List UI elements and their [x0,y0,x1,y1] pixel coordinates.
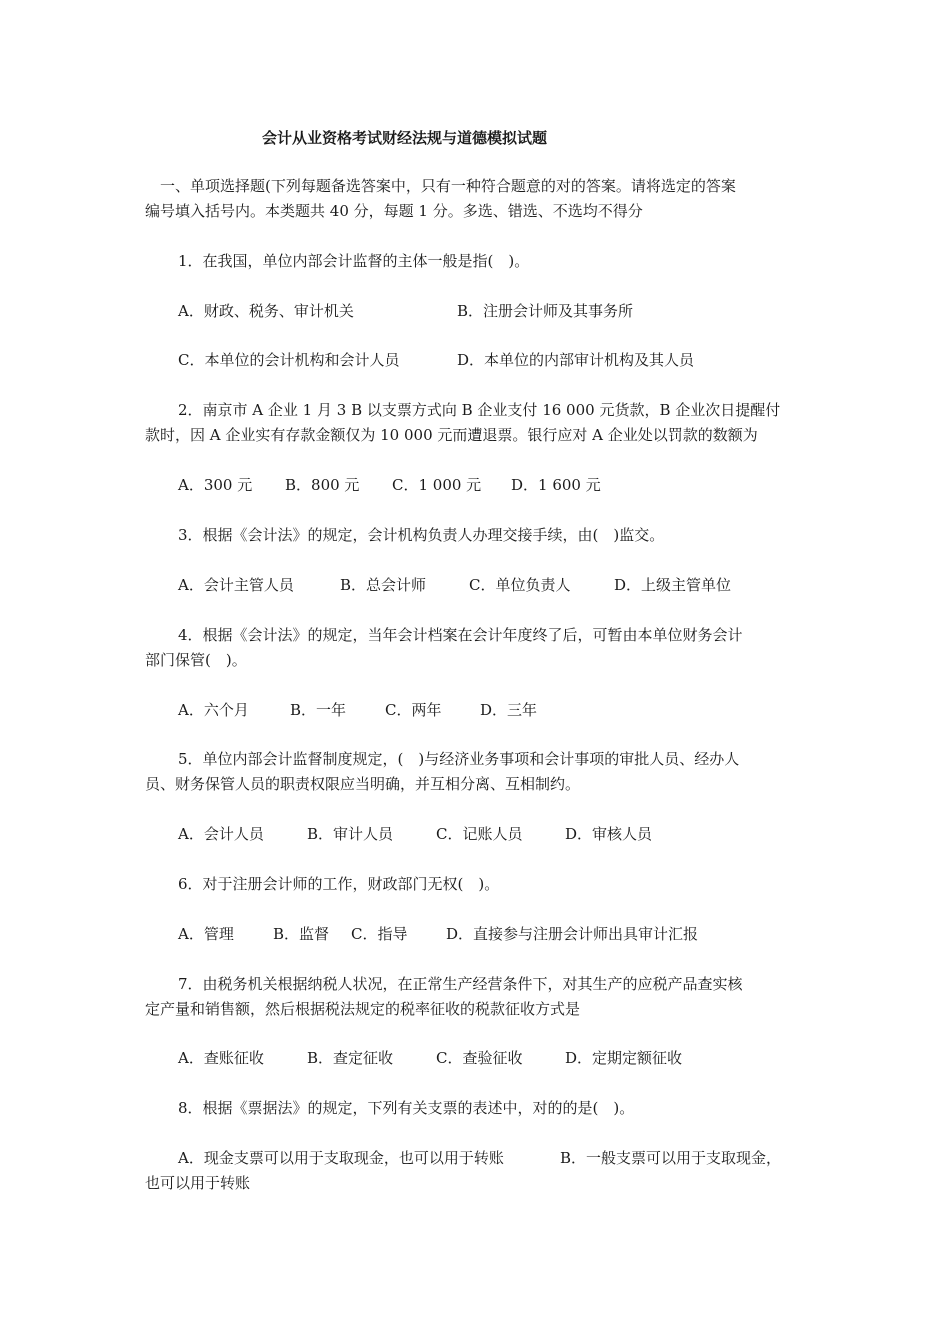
question-2-option-a: A．300 元 [178,476,253,494]
question-1-option-d: D．本单位的内部审计机构及其人员 [457,351,695,369]
question-3-option-c: C．单位负责人 [469,576,571,594]
question-2-text-line-2: 款时，因 A 企业实有存款金额仅为 10 000 元而遭退票。银行应对 A 企业处以罚款的数额为 [145,426,758,444]
question-1-text: 1．在我国，单位内部会计监督的主体一般是指( )。 [178,252,530,270]
question-7-option-a: A．查账征收 [178,1049,264,1067]
question-1-option-a: A．财政、税务、审计机关 [178,302,354,320]
question-7-option-b: B．查定征收 [307,1049,394,1067]
question-8-option-b-continued: 也可以用于转账 [145,1174,251,1192]
question-3-option-b: B．总会计师 [340,576,427,594]
question-5-option-d: D．审核人员 [565,825,653,843]
question-3-option-a: A．会计主管人员 [178,576,294,594]
question-3-text: 3．根据《会计法》的规定，会计机构负责人办理交接手续，由( )监交。 [178,526,665,544]
question-4-option-a: A．六个月 [178,701,249,719]
question-7-text-line-1: 7．由税务机关根据纳税人状况，在正常生产经营条件下，对其生产的应税产品查实核 [178,975,743,993]
question-4-text-line-2: 部门保管( )。 [145,651,247,669]
question-7-option-c: C．查验征收 [436,1049,523,1067]
question-4-option-b: B．一年 [290,701,347,719]
section-heading-line-1: 一、单项选择题(下列每题备选答案中，只有一种符合题意的对的答案。请将选定的答案 [160,177,736,195]
question-5-option-a: A．会计人员 [178,825,264,843]
question-8-option-b: B．一般支票可以用于支取现金， [560,1149,782,1167]
question-5-option-c: C．记账人员 [436,825,523,843]
question-2-text-line-1: 2．南京市 A 企业 1 月 3 B 以支票方式向 B 企业支付 16 000 元货款，B 企业次日提醒付 [178,401,781,419]
question-5-text-line-2: 员、财务保管人员的职责权限应当明确，并互相分离、互相制约。 [145,775,581,793]
question-8-text: 8．根据《票据法》的规定，下列有关支票的表述中，对的的是( )。 [178,1099,635,1117]
question-2-option-c: C．1 000 元 [392,476,482,494]
question-2-option-d: D．1 600 元 [511,476,601,494]
question-1-option-c: C．本单位的会计机构和会计人员 [178,351,400,369]
question-5-text-line-1: 5．单位内部会计监督制度规定，( )与经济业务事项和会计事项的审批人员、经办人 [178,750,740,768]
question-6-option-d: D．直接参与注册会计师出具审计汇报 [446,925,699,943]
question-4-option-c: C．两年 [385,701,442,719]
question-5-option-b: B．审计人员 [307,825,394,843]
question-8-option-a: A．现金支票可以用于支取现金，也可以用于转账 [178,1149,504,1167]
question-2-option-b: B．800 元 [285,476,360,494]
page-title: 会计从业资格考试财经法规与道德模拟试题 [262,129,548,147]
question-1-option-b: B．注册会计师及其事务所 [457,302,634,320]
question-3-option-d: D．上级主管单位 [614,576,732,594]
question-4-text-line-1: 4．根据《会计法》的规定，当年会计档案在会计年度终了后，可暂由本单位财务会计 [178,626,743,644]
question-7-text-line-2: 定产量和销售额，然后根据税法规定的税率征收的税款征收方式是 [145,1000,581,1018]
section-heading-line-2: 编号填入括号内。本类题共 40 分，每题 1 分。多选、错选、不选均不得分 [145,202,643,220]
question-7-option-d: D．定期定额征收 [565,1049,683,1067]
question-4-option-d: D．三年 [480,701,538,719]
question-6-option-c: C．指导 [351,925,408,943]
question-6-text: 6．对于注册会计师的工作，财政部门无权( )。 [178,875,500,893]
question-6-option-a: A．管理 [178,925,234,943]
question-6-option-b: B．监督 [273,925,330,943]
